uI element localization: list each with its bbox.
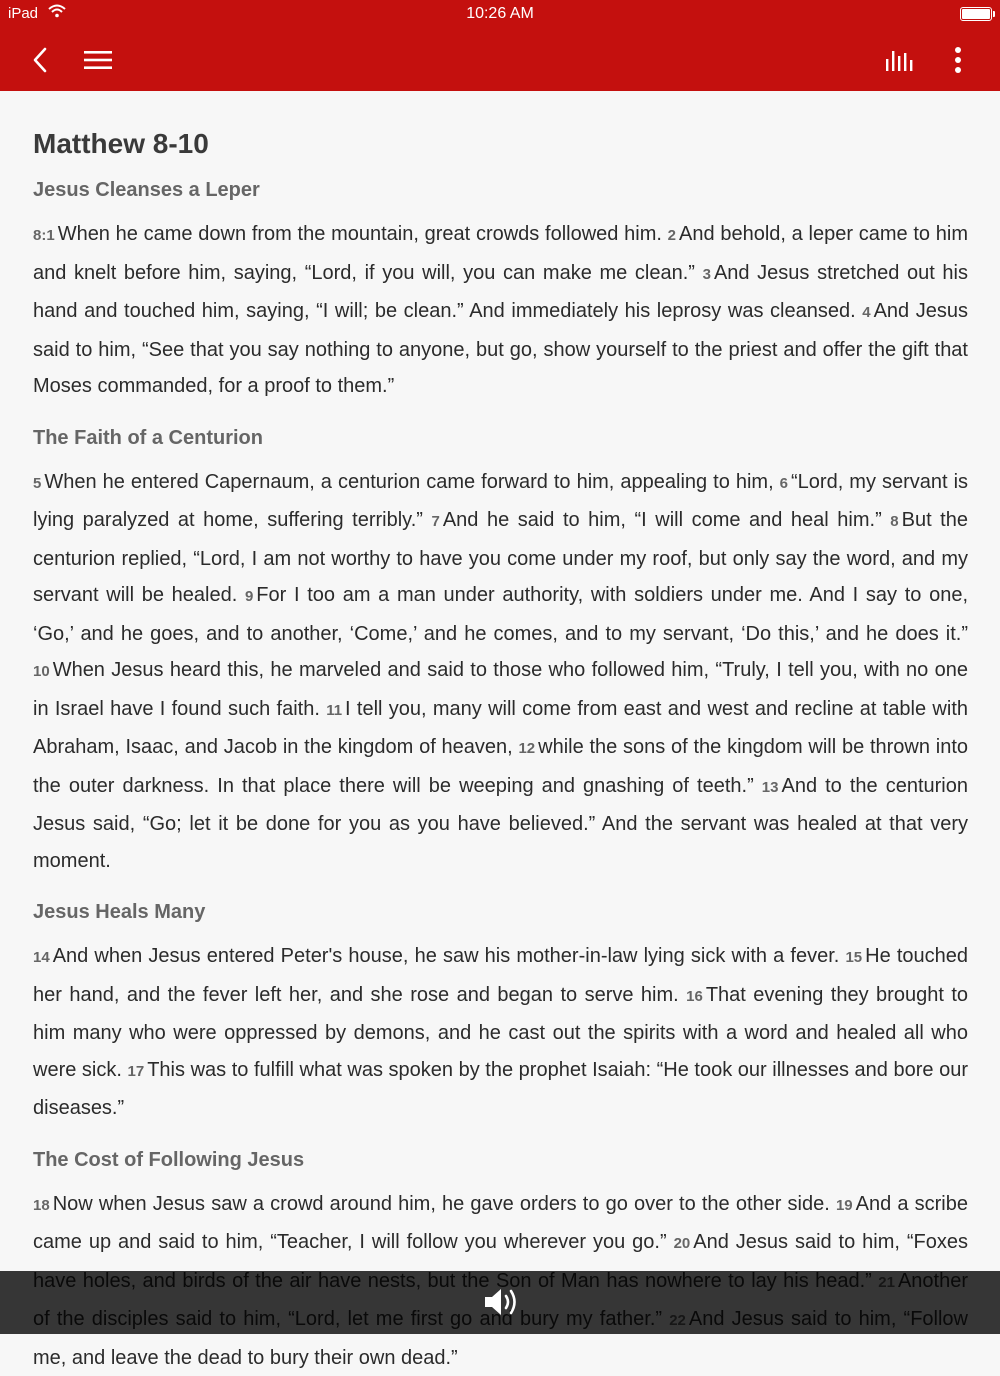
verse-text[interactable]: That evening they brought to him many who were oppressed by demons, and he cast out the spirits with a word and healed all who were sick. (33, 984, 968, 1081)
verse-number[interactable]: 18 (33, 1197, 50, 1214)
chapter-title: Matthew 8-10 (33, 129, 968, 159)
verse-text[interactable]: This was to fulfill what was spoken by the prophet Isaiah: “He took our illnesses and bore our diseases.” (33, 1059, 968, 1120)
audio-bars-icon (883, 47, 917, 73)
verse-text[interactable]: And to the centurion Jesus said, “Go; let it be done for you as you have believed.” And the servant was healed at that very moment. (33, 775, 968, 872)
verse-text[interactable]: Now when Jesus saw a crowd around him, he gave orders to go over to the other side. (53, 1193, 830, 1215)
verse-text[interactable]: And Jesus said to him, “Foxes (33, 1231, 968, 1292)
audio-player-bar (0, 1271, 1000, 1334)
verse-number[interactable]: 8 (890, 513, 898, 530)
verse-text[interactable]: But the centurion replied, “Lord, I am not worthy to have you come under my roof, but only say the word, and my servant will be healed. (33, 509, 968, 606)
back-button[interactable] (20, 40, 60, 80)
status-bar (0, 0, 1000, 28)
verse-text[interactable]: while the sons of the kingdom will be thrown into the outer darkness. In that place there will be weeping and gnashing of teeth.” (33, 736, 968, 797)
chevron-left-icon (30, 45, 50, 75)
verse-number[interactable]: 20 (674, 1235, 691, 1252)
verse-text[interactable]: And behold, a leper came to him and knelt before him, saying, “Lord, if you will, you can make me clean.” (33, 223, 968, 284)
verse-number[interactable]: 9 (245, 588, 253, 605)
speaker-icon (482, 1285, 520, 1319)
section-heading: The Faith of a Centurion (33, 425, 968, 451)
reading-pane (33, 91, 968, 1376)
menu-button[interactable] (78, 40, 118, 80)
verse-number[interactable]: 17 (128, 1063, 145, 1080)
passage-paragraph (33, 216, 968, 405)
verse-text[interactable]: When Jesus heard this, he marveled and said to those who followed him, “Truly, I tell you, with no one in Israel have I found such faith. (33, 659, 968, 720)
status-time: 10:26 AM (0, 5, 1000, 23)
verse-number[interactable]: 14 (33, 949, 50, 966)
verse-number[interactable]: 12 (518, 740, 535, 757)
verse-number[interactable]: 2 (668, 227, 676, 244)
top-bar (0, 0, 1000, 91)
verse-text[interactable]: I tell you, many will come from east and west and recline at table with Abraham, Isaac, and Jacob in the kingdom of heaven, (33, 698, 968, 759)
passage-paragraph (33, 938, 968, 1127)
verse-number[interactable]: 3 (703, 266, 711, 283)
verse-text[interactable]: When he entered Capernaum, a centurion came forward to him, appealing to him, (44, 471, 773, 493)
verse-number[interactable]: 7 (431, 513, 439, 530)
chapter-sections (33, 177, 968, 1376)
verse-number[interactable]: 19 (836, 1197, 853, 1214)
verse-number[interactable]: 16 (686, 988, 703, 1005)
section-heading: The Cost of Following Jesus (33, 1147, 968, 1173)
verse-text[interactable]: For I too am a man under authority, with soldiers under me. And I say to one, ‘Go,’ and he goes, and to another, ‘Come,’ and he comes, and to my servant, ‘Do this,’ and he does it.” (33, 584, 968, 645)
verse-number[interactable]: 8:1 (33, 227, 55, 244)
verse-number[interactable]: 4 (862, 304, 870, 321)
verse-number[interactable]: 6 (780, 475, 788, 492)
passage-paragraph (33, 464, 968, 880)
verse-number[interactable]: 15 (845, 949, 862, 966)
device-name: iPad (8, 5, 38, 22)
verse-text[interactable]: And Jesus stretched out his hand and touched him, saying, “I will; be clean.” And immediately his leprosy was cleansed. (33, 262, 968, 323)
verse-text[interactable]: And Jesus said to him, “See that you say nothing to anyone, but go, show yourself to the priest and offer the gift that Moses commanded, for a proof to them.” (33, 300, 968, 397)
more-options-button[interactable] (938, 40, 978, 80)
verse-text[interactable]: And he said to him, “I will come and heal him.” (443, 509, 882, 531)
hamburger-menu-icon (82, 48, 114, 72)
audio-button[interactable] (880, 40, 920, 80)
battery-icon (960, 7, 992, 21)
verse-number[interactable]: 13 (762, 779, 779, 796)
verse-text[interactable]: When he came down from the mountain, great crowds followed him. (58, 223, 662, 245)
verse-number[interactable]: 5 (33, 475, 41, 492)
verse-text[interactable]: “Lord, my servant is lying paralyzed at home, suffering terribly.” (33, 471, 968, 532)
verse-number[interactable]: 11 (326, 702, 342, 719)
section-heading: Jesus Heals Many (33, 899, 968, 925)
section-heading: Jesus Cleanses a Leper (33, 177, 968, 203)
verse-text[interactable]: me, and leave the dead to bury their own dead.” (33, 1308, 968, 1369)
verse-text[interactable]: And when Jesus entered Peter's house, he saw his mother-in-law lying sick with a fever. (53, 945, 840, 967)
verse-text[interactable]: And a scribe came up and said to him, “Teacher, I will follow you wherever you go.” (33, 1193, 968, 1254)
verse-text[interactable]: He touched her hand, and the fever left her, and she rose and began to serve him. (33, 945, 968, 1006)
play-audio-button[interactable] (482, 1285, 520, 1319)
verse-number[interactable]: 10 (33, 663, 50, 680)
more-vertical-icon (953, 45, 963, 75)
